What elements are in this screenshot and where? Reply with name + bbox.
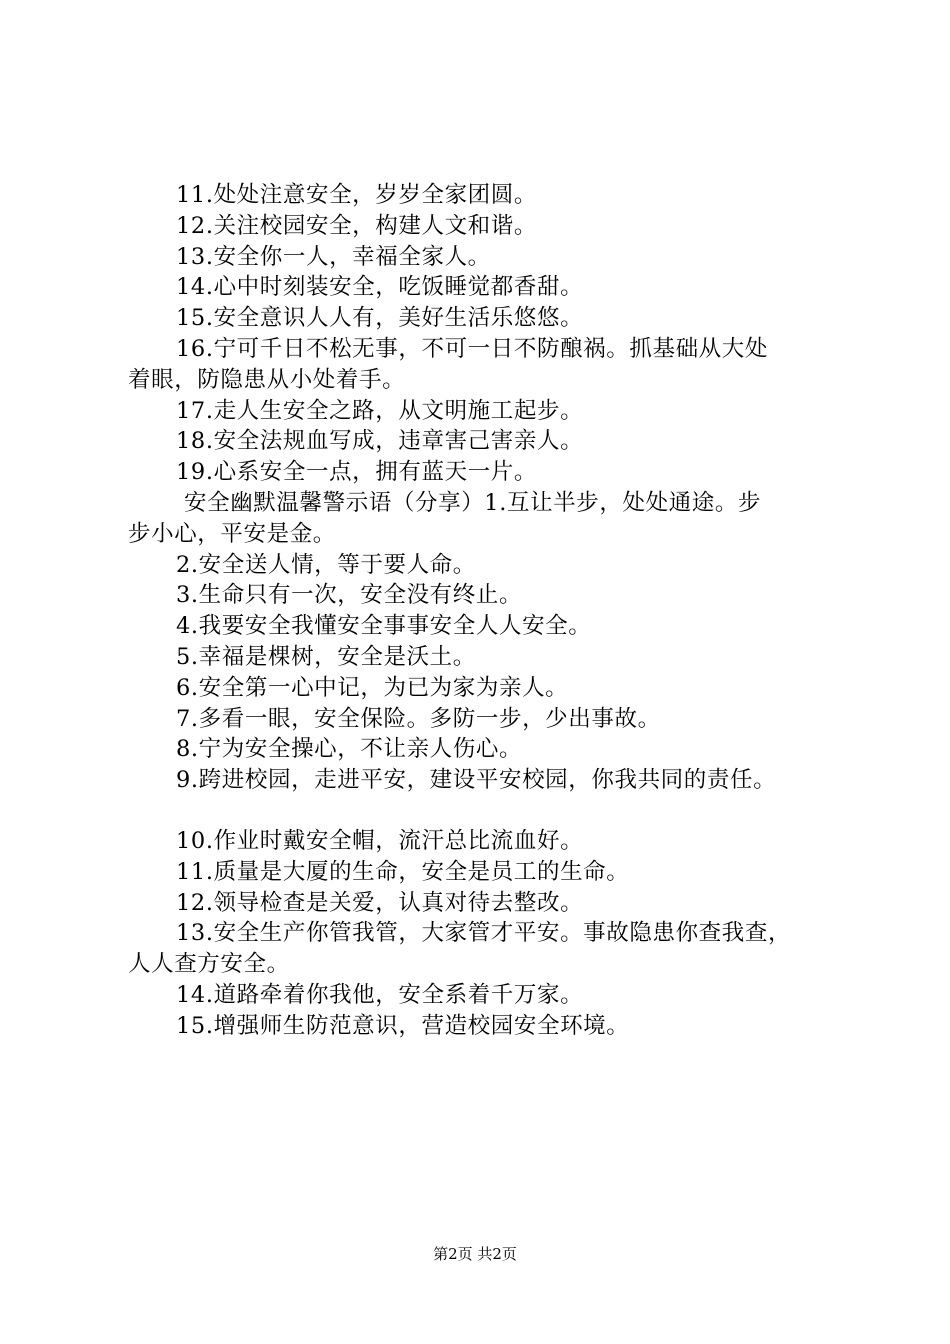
text-line: 15.增强师生防范意识，营造校园安全环境。 xyxy=(176,1012,630,1039)
text-line: 2.安全送人情，等于要人命。 xyxy=(176,551,476,578)
text-line: 17.走人生安全之路，从文明施工起步。 xyxy=(176,397,584,424)
text-line: 9.跨进校园，走进平安，建设平安校园，你我共同的责任。 xyxy=(176,767,777,794)
text-line: 步小心，平安是金。 xyxy=(128,520,336,547)
text-line: 着眼，防隐患从小处着手。 xyxy=(128,366,406,393)
text-line: 14.道路牵着你我他，安全系着千万家。 xyxy=(176,981,584,1008)
text-line: 14.心中时刻装安全，吃饭睡觉都香甜。 xyxy=(176,274,584,301)
page-footer: 第2页 共2页 xyxy=(433,1245,517,1263)
text-line: 12.领导检查是关爱，认真对待去整改。 xyxy=(176,889,584,916)
document-body xyxy=(128,180,848,1042)
text-line: 11.质量是大厦的生命，安全是员工的生命。 xyxy=(176,858,630,885)
text-line: 12.关注校园安全，构建人文和谐。 xyxy=(176,212,537,239)
text-line: 8.宁为安全操心，不让亲人伤心。 xyxy=(176,736,523,763)
text-line: 18.安全法规血写成，违章害己害亲人。 xyxy=(176,428,584,455)
text-line: 13.安全生产你管我管，大家管才平安。事故隐患你查我查， xyxy=(176,920,792,947)
text-line: 7.多看一眼，安全保险。多防一步，少出事故。 xyxy=(176,705,661,732)
text-line: 3.生命只有一次，安全没有终止。 xyxy=(176,582,523,609)
paragraph-gap xyxy=(128,796,848,826)
text-line: 10.作业时戴安全帽，流汗总比流血好。 xyxy=(176,827,584,854)
text-line: 15.安全意识人人有，美好生活乐悠悠。 xyxy=(176,305,584,332)
text-line: 16.宁可千日不松无事，不可一日不防酿祸。抓基础从大处 xyxy=(176,335,768,362)
text-line: 11.处处注意安全，岁岁全家团圆。 xyxy=(176,182,537,208)
section-heading-line: 安全幽默温馨警示语（分享）1.互让半步，处处通途。步 xyxy=(184,489,762,516)
text-line: 6.安全第一心中记，为已为家为亲人。 xyxy=(176,674,569,701)
text-line: 5.幸福是棵树，安全是沃土。 xyxy=(176,643,476,670)
text-line: 13.安全你一人，幸福全家人。 xyxy=(176,243,491,270)
text-line: 19.心系安全一点，拥有蓝天一片。 xyxy=(176,459,537,486)
text-line: 人人查方安全。 xyxy=(128,951,290,978)
text-line: 4.我要安全我懂安全事事安全人人安全。 xyxy=(176,613,592,640)
